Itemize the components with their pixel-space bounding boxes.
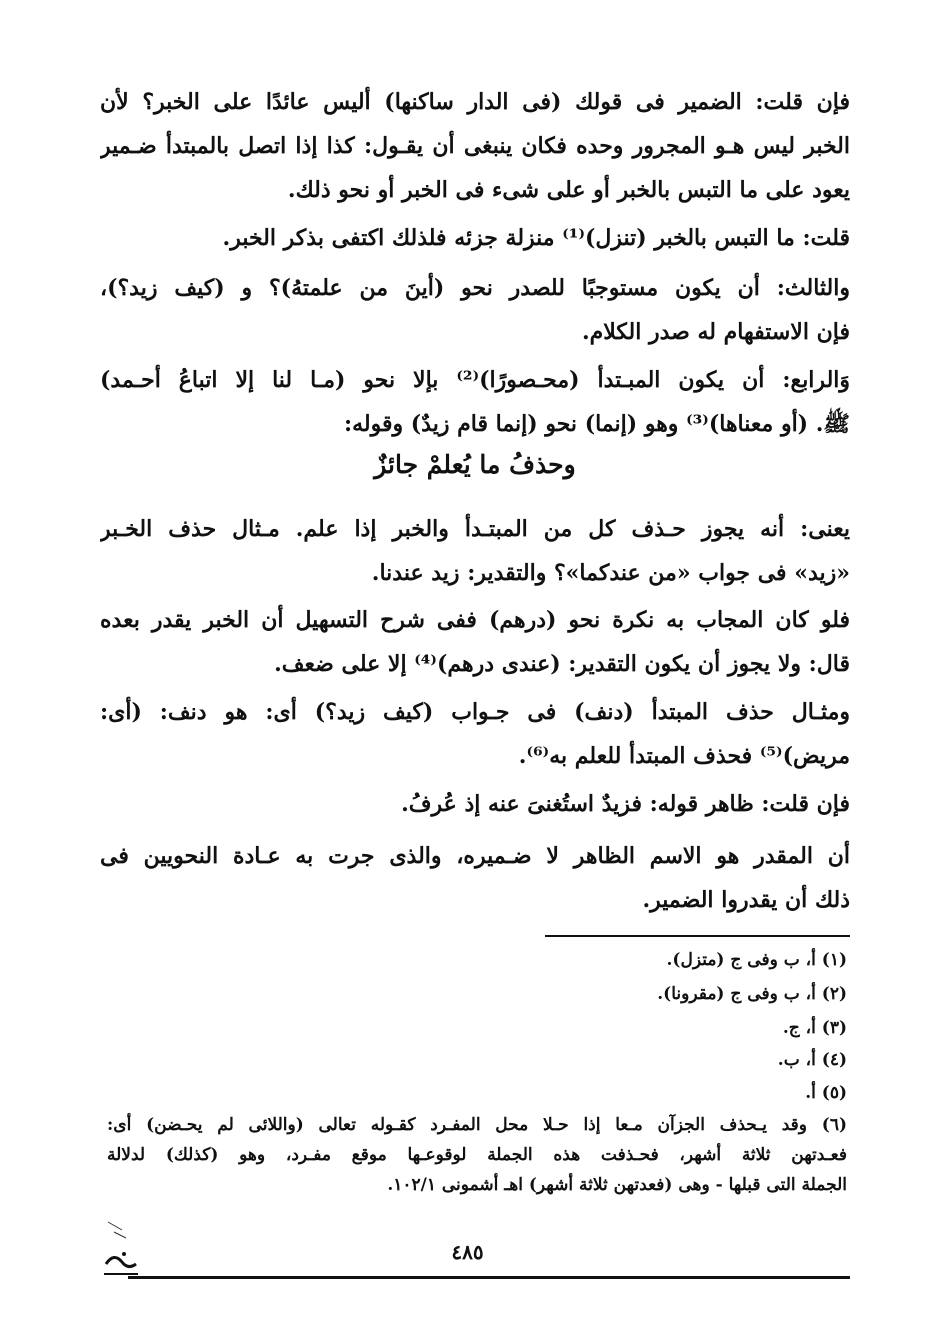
text-line: يعود على ما التبس بالخبر أو على شىء فى الخبر أو نحو ذلك. bbox=[287, 177, 850, 203]
text-line: «زيد» فى جواب «من عندكما»؟ والتقدير: زيد عندنا. bbox=[371, 560, 850, 586]
verse-line: وحذفُ ما يُعلمْ جائزٌ bbox=[374, 450, 576, 479]
footnote-1: (١) أ، ب وفى ج (متزل). bbox=[666, 950, 847, 970]
paragraph-third bbox=[100, 266, 850, 354]
footnote-2: (٢) أ، ب وفى ج (مقرونا). bbox=[657, 984, 847, 1004]
text-line: ومثـال حذف المبتدأ (دنف) فى جـواب (كيف زيد؟) أى: هو دنف: (أى: bbox=[100, 699, 850, 725]
footnote-divider bbox=[545, 935, 850, 937]
text-line: فإن الاستفهام له صدر الكلام. bbox=[581, 319, 850, 345]
text-line: والثالث: أن يكون مستوجبًا للصدر نحو (أينَ من علمتهُ)؟ و (كيف زيد؟)، bbox=[100, 275, 850, 301]
text-line: فلو كان المجاب به نكرة نحو (درهم) ففى شرح التسهيل أن الخبر يقدر بعده bbox=[100, 607, 850, 633]
text-line: قلت: ما التبس بالخبر (تنزل)⁽¹⁾ منزلة جزئه فلذلك اكتفى بذكر الخبر. bbox=[222, 225, 850, 251]
footnote-6 bbox=[107, 1110, 847, 1200]
paragraph-fourth bbox=[100, 358, 850, 446]
paragraph-objection bbox=[100, 80, 850, 212]
paragraph-nakira bbox=[100, 598, 850, 686]
text-line: أن المقدر هو الاسم الظاهر لا ضـميره، والذى جرت به عـادة النحويين فى bbox=[100, 843, 850, 869]
footnote-3: (٣) أ، ج. bbox=[782, 1018, 847, 1038]
footnote-line: (٦) وقد يـحذف الجزآن مـعا إذا حـلا محل المفـرد كقـوله تعالى (واللائى لم يحـضن) أى: bbox=[107, 1115, 847, 1135]
text-line: وَالرابع: أن يكون المبـتدأ (محـصورًا)⁽²⁾ بإلا نحو (مـا لنا إلا اتباعُ أحـمد) bbox=[100, 367, 850, 393]
footnote-line: فعـدتهن ثلاثة أشهر، فحـذفت هذه الجملة لوقوعـها موقع مفـرد، وهو (كذلك) لدلالة bbox=[107, 1145, 847, 1165]
footnote-4: (٤) أ، ب. bbox=[777, 1050, 847, 1070]
text-line: قال: ولا يجوز أن يكون التقدير: (عندى درهم)⁽⁴⁾ إلا على ضعف. bbox=[274, 651, 850, 677]
paragraph-objection-2 bbox=[100, 782, 850, 826]
text-line: ﷺ. (أو معناها)⁽³⁾ وهو (إنما) نحو (إنما قام زيدٌ) وقوله: bbox=[343, 411, 850, 437]
footnote-5: (٥) أ. bbox=[805, 1083, 847, 1103]
paragraph-example bbox=[100, 690, 850, 778]
text-line: فإن قلت: الضمير فى قولك (فى الدار ساكنها) أليس عائدًا على الخبر؟ لأن bbox=[100, 89, 850, 115]
page-number: ٤٨٥ bbox=[451, 1240, 484, 1264]
text-line: فإن قلت: ظاهر قوله: فزيدٌ استُغنىَ عنه إذ عُرفُ. bbox=[401, 791, 850, 817]
text-line: الخبر ليس هـو المجرور وحده فكان ينبغى أن يقـول: كذا إذا اتصل بالمبتدأ ضـمير bbox=[100, 133, 850, 159]
paragraph-explanation bbox=[100, 507, 850, 595]
bottom-rule bbox=[128, 1276, 850, 1279]
paragraph-answer bbox=[100, 216, 850, 260]
text-line: ذلك أن يقدروا الضمير. bbox=[642, 887, 850, 913]
text-line: يعنى: أنه يجوز حـذف كل من المبتـدأ والخبر إذا علم. مـثال حذف الخـبر bbox=[100, 516, 850, 542]
footnote-line: الجملة التى قبلها - وهى (فعدتهن ثلاثة أشهر) اهـ أشمونى ١٠٢/١. bbox=[387, 1175, 847, 1195]
paragraph-conclusion bbox=[100, 834, 850, 922]
text-line: مريض)⁽⁵⁾ فحذف المبتدأ للعلم به⁽⁶⁾. bbox=[518, 743, 850, 769]
